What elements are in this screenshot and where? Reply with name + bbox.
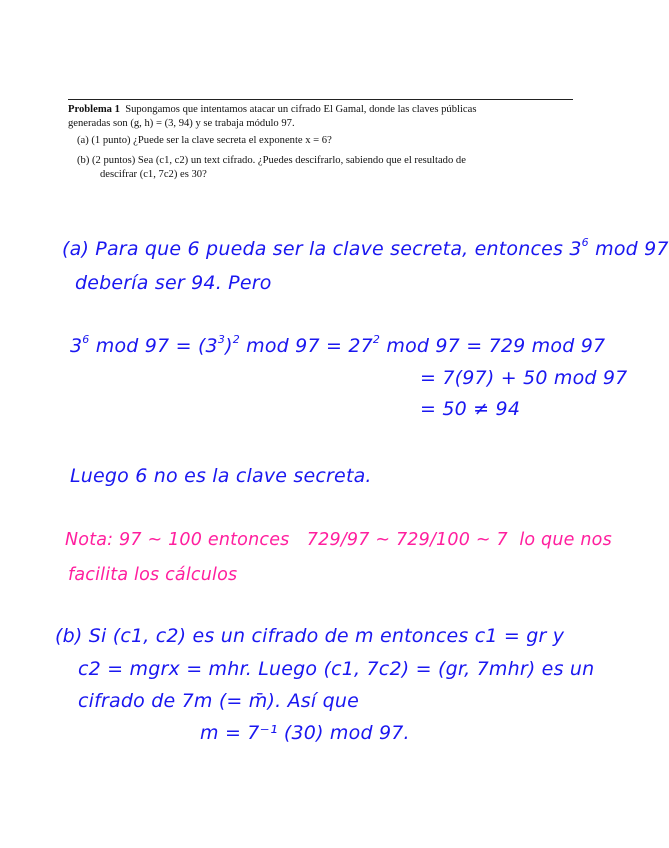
calculation-line-2: = 7(97) + 50 mod 97	[420, 367, 628, 389]
note-line-2: facilita los cálculos	[68, 565, 238, 585]
top-rule	[68, 99, 573, 100]
note-text: Nota: 97 ~ 100 entonces	[65, 530, 290, 550]
problem-heading	[68, 103, 573, 117]
calculation-line-1	[70, 335, 605, 357]
exponent: 6	[581, 236, 589, 249]
calc-exp: 2	[372, 333, 381, 346]
statement-line-1: Supongamos que intentamos atacar un cifrado El Gamal, donde las claves públicas	[125, 104, 477, 115]
note-text: lo que nos	[519, 530, 612, 550]
calc-exp: 3	[217, 333, 226, 346]
part-b-question	[77, 154, 573, 182]
calc-part: )	[225, 335, 233, 357]
part-a-question: (a) (1 punto) ¿Puede ser la clave secreta el exponente x = 6?	[77, 135, 332, 146]
problem-title: Problema 1	[68, 104, 120, 115]
answer-a-line-1	[62, 238, 669, 260]
calculation-line-3: = 50 ≠ 94	[420, 398, 521, 420]
note-approximation: 729/97 ~ 729/100 ~ 7	[306, 530, 508, 550]
part-b-line-2: descifrar (c1, 7c2) es 30?	[100, 169, 207, 180]
calc-part: mod 97 = 27	[239, 335, 373, 357]
calc-exp: 2	[232, 333, 240, 346]
answer-b-line-3: cifrado de 7m (= m̄). Así que	[78, 690, 359, 712]
part-b-line-1: (b) (2 puntos) Sea (c1, c2) un text cifrado. ¿Puedes descifrarlo, sabiendo que el resultado de	[77, 155, 466, 166]
problem-statement	[68, 103, 573, 182]
calc-part: mod 97 = (3	[89, 335, 218, 357]
calc-exp: 6	[82, 333, 90, 346]
answer-a-line-2: debería ser 94. Pero	[75, 272, 272, 294]
calc-base: 3	[70, 335, 83, 357]
answer-b-line-2: c2 = mgrx = mhr. Luego (c1, 7c2) = (gr, 7mhr) es un	[78, 658, 595, 680]
statement-line-2: generadas son (g, h) = (3, 94) y se trabaja módulo 97.	[68, 118, 295, 129]
answer-b-line-1: (b) Si (c1, c2) es un cifrado de m entonces c1 = gr y	[55, 625, 565, 647]
answer-a-line-1-end: mod 97	[588, 238, 669, 260]
note-line-1	[65, 530, 612, 550]
conclusion-line: Luego 6 no es la clave secreta.	[70, 465, 372, 487]
answer-b-line-4: m = 7⁻¹ (30) mod 97.	[200, 722, 410, 744]
calc-part: mod 97 = 729 mod 97	[380, 335, 606, 357]
answer-a-line-1-text: (a) Para que 6 pueda ser la clave secreta, entonces 3	[62, 238, 582, 260]
